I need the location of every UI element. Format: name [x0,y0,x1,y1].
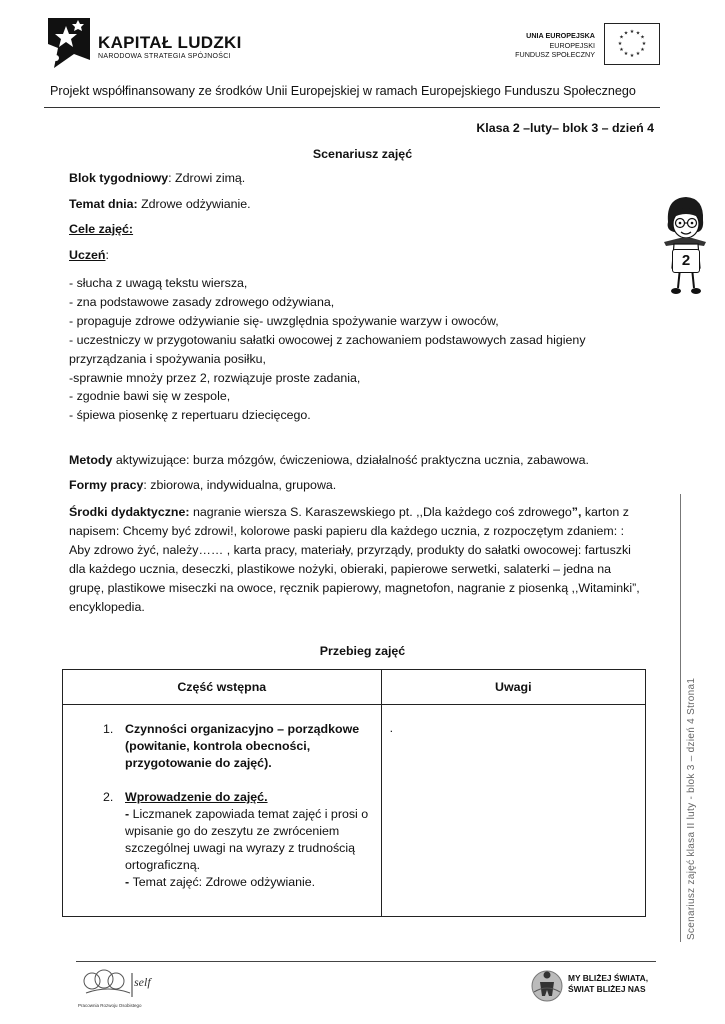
goal-item: - słucha z uwagą tekstu wiersza, [69,276,248,290]
svg-text:★: ★ [623,51,629,57]
uwagi-value: . [389,721,394,735]
uczen-heading [69,248,109,262]
metody-line [69,453,589,467]
mb-line-2: ŚWIAT BLIŻEJ NAS [568,984,646,994]
child-mascot-icon [660,192,710,298]
my-blizej-swiata-logo-icon [530,966,564,1006]
eu-text-block [515,31,595,60]
project-cofinancing-line: Projekt współfinansowany ze środków Unii Europejskiej w ramach Europejskiego Funduszu Społecznego [50,84,636,98]
svg-text:★: ★ [635,30,641,37]
side-divider [680,494,681,942]
uczen-colon: : [105,248,109,262]
svg-text:★: ★ [619,34,624,41]
cele-label: Cele zajęć: [69,222,134,236]
formy-label: Formy pracy [69,478,144,492]
temat-value: Zdrowe odżywianie. [137,197,251,211]
uczen-label: Uczeń [69,248,106,262]
self-caption: Pracownia Rozwoju Osobistego [78,1003,142,1008]
formy-pracy-line [69,478,336,492]
svg-text:★: ★ [635,51,641,57]
dash: - [125,807,133,821]
svg-text:★: ★ [641,41,647,47]
srodki-value-b: karton z napisem: Chcemy być zdrowi!, kolorowe paski papieru dla każdego ucznia, z rozpoczętym zdaniem: : Aby zdrowo żyć, należy…… , karta pracy, materiały, przyrządy, produkty do sałatki owocowej: fartuszki dla każdego ucznia, deseczki, plastikowe nożyki, obieraki, papierowe serwetki, salaterki – jedna na grupę, plastikowe miseczki na owoce, ręcznik papierowy, magnetofon, nagranie z piosenką ,,Witaminki”, encyklopedia. [69,505,640,614]
eu-flag-icon [604,23,660,65]
goal-item: -sprawnie mnoży przez 2, rozwiązuje proste zadania, [69,370,361,385]
column-header-czesc-wstepna: Część wstępna [63,670,382,705]
table-row [63,705,646,917]
svg-text:★: ★ [619,47,624,53]
svg-text:★: ★ [623,30,629,37]
cele-zajec-heading [69,222,133,236]
logo-title: KAPITAŁ LUDZKI [98,33,242,52]
temat-label: Temat dnia: [69,197,138,211]
goal-item: - zgodnie bawi się w zespole, [69,389,231,404]
mascot-number-badge: 2 [672,249,700,273]
mb-line-1: MY BLIŻEJ ŚWIATA, [568,973,649,983]
uwagi-cell [381,705,645,917]
item-text: Temat zajęć: Zdrowe odżywianie. [132,875,316,889]
list-item [103,789,371,891]
kapital-ludzki-logo-icon [44,14,94,70]
svg-text:★: ★ [640,47,645,53]
srodki-dydaktyczne-paragraph [69,503,644,616]
logo-subtitle: NARODOWA STRATEGIA SPÓJNOŚCI [98,53,231,60]
blok-value: : Zdrowi zimą. [168,171,246,185]
goal-item: przyrządzania i spożywania posiłku, [69,351,266,366]
goal-item: - zna podstawowe zasady zdrowego odżywiana, [69,294,335,309]
item-text: Czynności organizacyjno – porządkowe (powitanie, kontrola obecności, przygotowanie do zajęć). [125,722,360,770]
svg-text:★: ★ [629,53,635,59]
my-blizej-swiata-text [568,973,648,995]
goal-item: - śpiewa piosenkę z repertuaru dziecięcego. [69,408,311,423]
item-number: 2. [103,790,114,804]
document-title: Scenariusz zajęć [312,147,413,161]
svg-text:★: ★ [629,29,635,35]
side-page-footer: Scenariusz zajęć klasa II luty - blok 3 – dzień 4 Strona1 [686,677,697,940]
metody-label: Metody [69,453,113,467]
czesc-wstepna-cell [63,705,382,917]
eu-line-3: FUNDUSZ SPOŁECZNY [515,50,595,59]
goals-list [69,274,586,425]
footer-divider [76,961,656,962]
goal-item: - uczestniczy w przygotowaniu sałatki owocowej z zachowaniem podstawowych zasad higieny [69,332,586,347]
svg-text:★: ★ [640,34,645,41]
eu-line-2: EUROPEJSKI [549,40,595,50]
svg-text:★: ★ [617,41,623,47]
blok-tygodniowy-line [69,171,245,185]
metody-value: aktywizujące: burza mózgów, ćwiczeniowa, działalność praktyczna ucznia, zabawowa. [112,453,589,467]
item-text: Liczmanek zapowiada temat zajęć i prosi o wpisanie go do zeszytu ze zwróceniem szczególnej uwagi na wyrazy z trudnością ortograficzną. [125,807,369,872]
list-item [103,721,371,772]
srodki-quote: ”, [571,505,582,519]
blok-label: Blok tygodniowy [69,171,169,185]
header-divider [44,107,660,108]
lesson-plan-table [62,669,646,917]
self-brand: self [134,975,151,989]
dash: - [125,875,133,889]
item-title: Wprowadzenie do zajęć. [125,790,268,804]
column-header-uwagi: Uwagi [381,670,645,705]
class-info: Klasa 2 –luty– blok 3 – dzień 4 [476,121,654,135]
srodki-label: Środki dydaktyczne: [69,505,190,519]
przebieg-heading: Przebieg zajęć [319,644,406,658]
temat-dnia-line [69,197,251,211]
formy-value: : zbiorowa, indywidualna, grupowa. [143,478,337,492]
goal-item: - propaguje zdrowe odżywianie się- uwzględnia spożywanie warzyw i owoców, [69,313,499,328]
item-number: 1. [103,722,114,736]
eu-line-1: UNIA EUROPEJSKA [526,31,595,40]
srodki-value-a: nagranie wiersza S. Karaszewskiego pt. ,,Dla każdego coś zdrowego [189,505,572,519]
table-header-row [63,670,646,705]
